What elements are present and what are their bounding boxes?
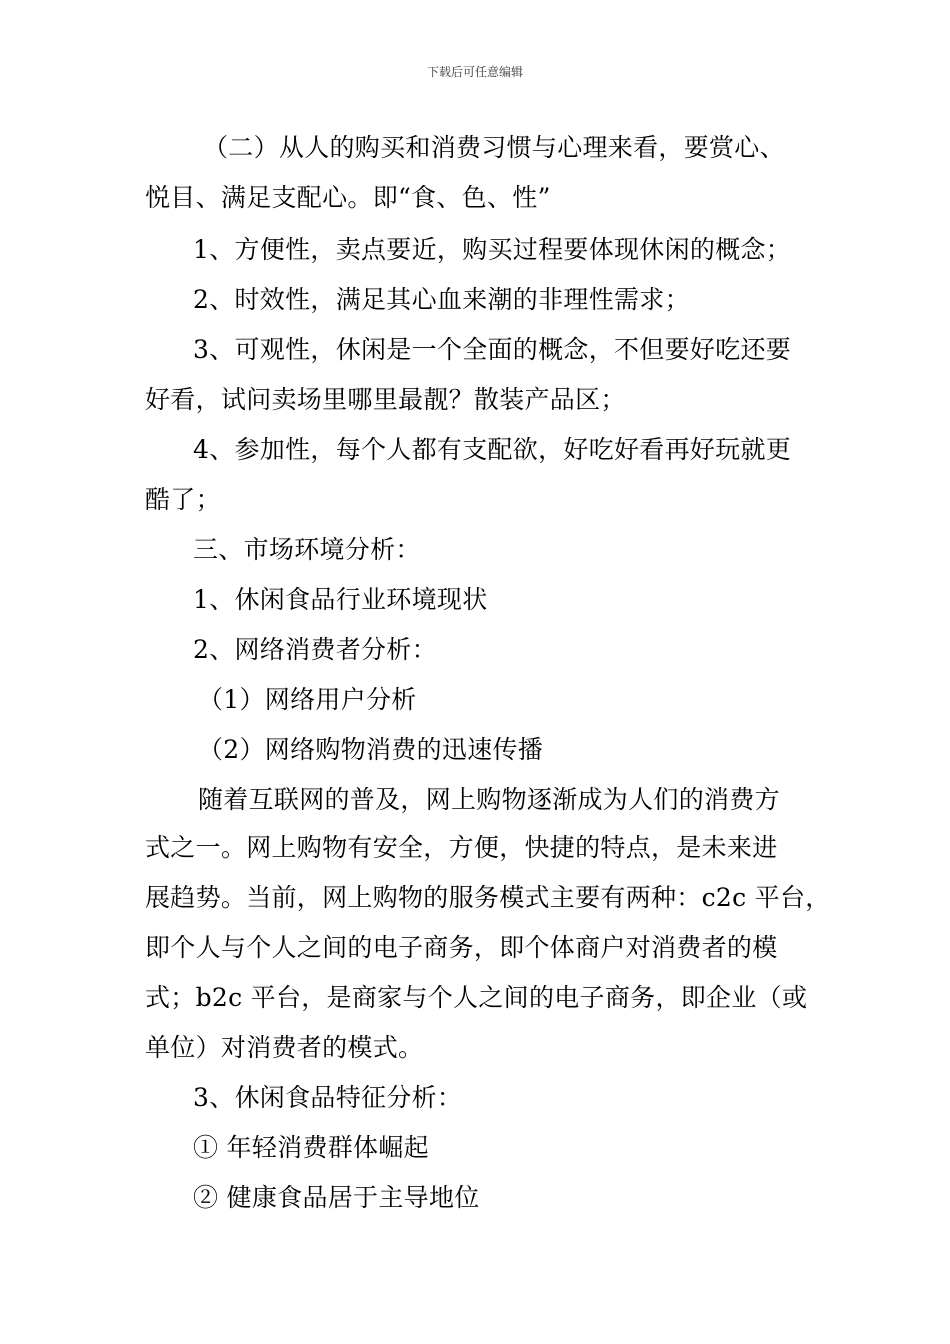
paragraph-line: 悦目、满足支配心。即“食、色、性” <box>145 183 551 212</box>
list-item: 2、网络消费者分析： <box>193 635 437 664</box>
list-item: ① 年轻消费群体崛起 <box>193 1133 429 1162</box>
paragraph-line: 酷了； <box>145 485 221 514</box>
list-item: （1）网络用户分析 <box>198 685 417 714</box>
list-item: 3、休闲食品特征分析： <box>193 1083 463 1112</box>
list-item: 4、参加性，每个人都有支配欲，好吃好看再好玩就更 <box>193 435 792 464</box>
section-heading: 三、市场环境分析： <box>193 535 421 564</box>
paragraph-line: 式之一。网上购物有安全，方便，快捷的特点，是未来进 <box>145 833 778 862</box>
list-item: 1、方便性，卖点要近，购买过程要体现休闲的概念； <box>193 235 792 264</box>
list-item: 2、时效性，满足其心血来潮的非理性需求； <box>193 285 690 314</box>
paragraph-line: 即个人与个人之间的电子商务，即个体商户对消费者的模 <box>145 933 778 962</box>
list-item: ② 健康食品居于主导地位 <box>193 1183 480 1212</box>
paragraph-line: 随着互联网的普及，网上购物逐渐成为人们的消费方 <box>198 785 780 814</box>
list-item: （2）网络购物消费的迅速传播 <box>198 735 544 764</box>
paragraph-line: 好看，试问卖场里哪里最靓？散装产品区； <box>145 385 626 414</box>
list-item: 1、休闲食品行业环境现状 <box>193 585 488 614</box>
paragraph-line: 式；b2c 平台，是商家与个人之间的电子商务，即企业（或 <box>145 983 808 1012</box>
paragraph-line: （二）从人的购买和消费习惯与心理来看，要赏心、 <box>203 133 785 162</box>
paragraph-line: 展趋势。当前，网上购物的服务模式主要有两种：c2c 平台， <box>145 883 831 912</box>
list-item: 3、可观性，休闲是一个全面的概念，不但要好吃还要 <box>193 335 792 364</box>
page-header: 下载后可任意编辑 <box>426 65 523 79</box>
paragraph-line: 单位）对消费者的模式。 <box>145 1033 424 1062</box>
